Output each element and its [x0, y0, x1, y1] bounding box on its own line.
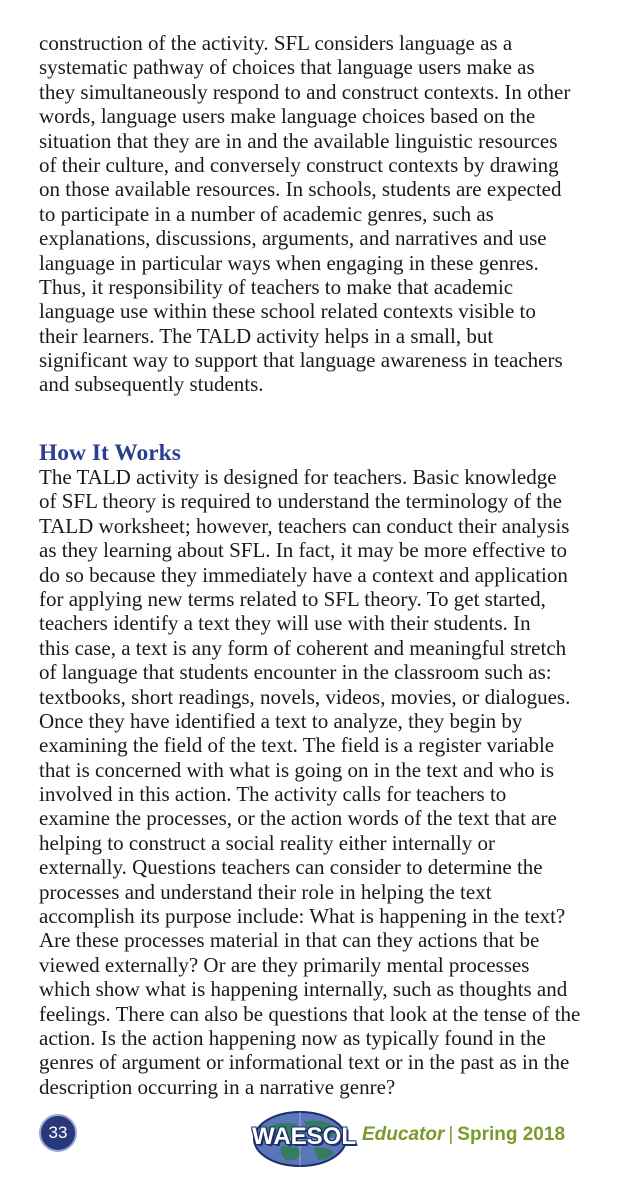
text-line: for applying new terms related to SFL theory. To get started, [39, 586, 546, 611]
logo-text: WAESOL [252, 1123, 357, 1150]
publication-title [362, 1124, 565, 1146]
page-footer [0, 1110, 631, 1200]
text-line: The TALD activity is designed for teachers. Basic knowledge [39, 465, 557, 489]
publication-name: Educator [362, 1124, 445, 1145]
text-line: textbooks, short readings, novels, videos, movies, or dialogues. [39, 684, 571, 709]
text-line: which show what is happening internally, such as thoughts and [39, 977, 568, 1002]
body-paragraph [39, 31, 631, 397]
text-line: of language that students encounter in the classroom such as: [39, 660, 552, 685]
text-line: processes and understand their role in helping the text [39, 879, 492, 904]
text-line: that is concerned with what is going on in the text and who is [39, 757, 554, 782]
text-line: of their culture, and conversely construct contexts by drawing [39, 152, 559, 177]
text-line: do so because they immediately have a context and application [39, 562, 568, 587]
body-paragraph [39, 465, 631, 1099]
text-line: externally. Questions teachers can consider to determine the [39, 855, 543, 880]
text-line: examine the processes, or the action words of the text that are [39, 806, 557, 831]
text-line: teachers identify a text they will use with their students. In [39, 611, 531, 636]
text-line: construction of the activity. SFL considers language as a [39, 31, 513, 55]
text-line: Once they have identified a text to analyze, they begin by [39, 708, 523, 733]
text-line: words, language users make language choices based on the [39, 104, 536, 129]
text-line: accomplish its purpose include: What is happening in the text? [39, 904, 566, 929]
text-line: and subsequently students. [39, 372, 264, 397]
text-line: Thus, it responsibility of teachers to make that academic [39, 274, 514, 299]
text-line: their learners. The TALD activity helps in a small, but [39, 323, 494, 348]
text-line: of SFL theory is required to understand the terminology of the [39, 489, 562, 514]
page-number-badge: 33 [39, 1114, 77, 1152]
section-heading: How It Works [39, 440, 181, 466]
text-line: genres of argument or informational text or in the past as in the [39, 1050, 570, 1075]
text-line: involved in this action. The activity calls for teachers to [39, 782, 507, 807]
text-line: TALD worksheet; however, teachers can conduct their analysis [39, 513, 570, 538]
text-line: examining the field of the text. The field is a register variable [39, 733, 555, 758]
text-line: significant way to support that language awareness in teachers [39, 348, 563, 373]
text-line: description occurring in a narrative genre? [39, 1074, 396, 1099]
text-line: systematic pathway of choices that language users make as [39, 55, 535, 80]
text-line: action. Is the action happening now as typically found in the [39, 1025, 546, 1050]
title-separator: | [448, 1124, 454, 1145]
issue-label: Spring 2018 [457, 1124, 566, 1145]
text-line: Are these processes material in that can they actions that be [39, 928, 540, 953]
text-line: on those available resources. In schools, students are expected [39, 177, 562, 202]
text-line: explanations, discussions, arguments, and narratives and use [39, 226, 547, 251]
text-line: language in particular ways when engaging in these genres. [39, 250, 539, 275]
text-line: feelings. There can also be questions that look at the tense of the [39, 1001, 581, 1026]
text-line: situation that they are in and the available linguistic resources [39, 128, 558, 153]
text-line: viewed externally? Or are they primarily mental processes [39, 952, 530, 977]
text-line: helping to construct a social reality either internally or [39, 830, 496, 855]
text-line: they simultaneously respond to and construct contexts. In other [39, 79, 571, 104]
text-line: as they learning about SFL. In fact, it may be more effective to [39, 538, 567, 563]
text-line: language use within these school related contexts visible to [39, 299, 536, 324]
text-line: to participate in a number of academic genres, such as [39, 201, 494, 226]
waesol-logo [238, 1110, 368, 1168]
text-line: this case, a text is any form of coherent and meaningful stretch [39, 635, 567, 660]
